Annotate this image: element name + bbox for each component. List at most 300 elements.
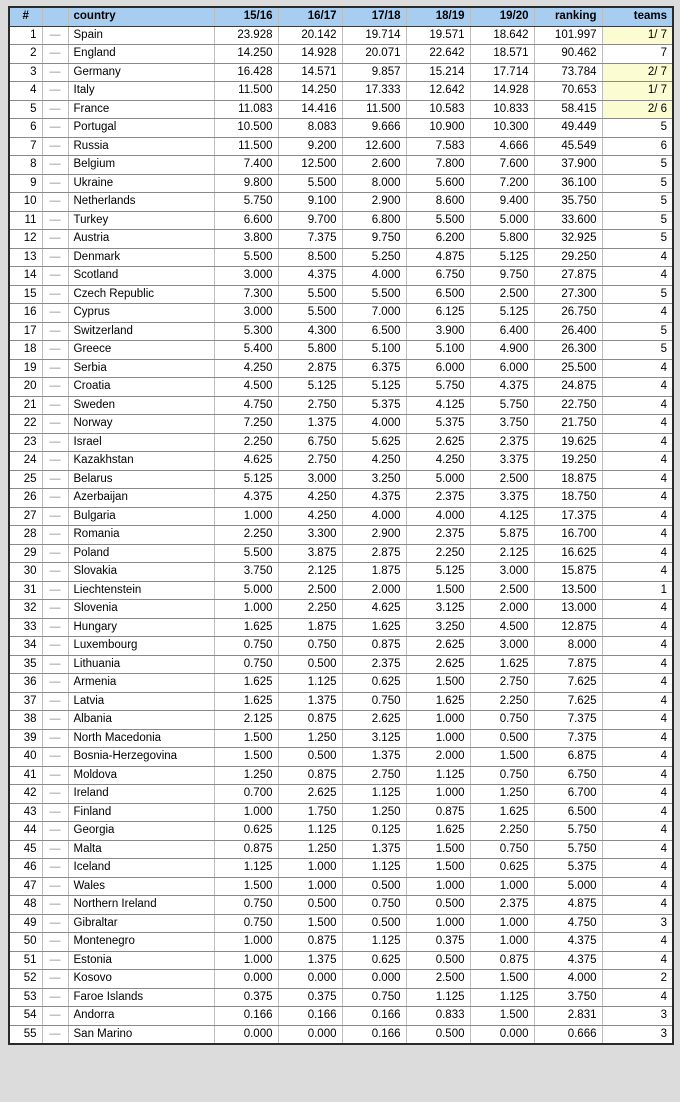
season-value-cell: 4.000 [406,507,470,526]
rank-cell: 24 [9,452,42,471]
season-value-cell: 6.400 [470,322,534,341]
flag-placeholder-dash: — [42,322,68,341]
rank-cell: 44 [9,822,42,841]
table-row [9,637,673,656]
season-value-cell: 10.500 [214,119,278,138]
ranking-cell: 13.500 [534,581,602,600]
teams-cell: 4 [602,600,673,619]
season-value-cell: 3.000 [214,304,278,323]
season-value-cell: 0.500 [342,914,406,933]
country-cell: Germany [68,63,214,82]
table-row [9,711,673,730]
season-value-cell: 5.750 [470,396,534,415]
season-value-cell: 1.125 [342,785,406,804]
season-value-cell: 5.125 [214,470,278,489]
season-value-cell: 0.750 [470,840,534,859]
season-value-cell: 5.875 [470,526,534,545]
season-value-cell: 7.000 [342,304,406,323]
country-cell: Greece [68,341,214,360]
season-value-cell: 4.125 [406,396,470,415]
season-value-cell: 1.500 [214,748,278,767]
season-value-cell: 0.750 [214,914,278,933]
rank-cell: 15 [9,285,42,304]
table-row [9,1007,673,1026]
season-18-19-header: 18/19 [406,7,470,26]
table-row [9,914,673,933]
teams-cell: 2/ 6 [602,100,673,119]
table-row [9,933,673,952]
season-value-cell: 4.625 [214,452,278,471]
ranking-cell: 6.500 [534,803,602,822]
season-value-cell: 9.750 [470,267,534,286]
table-row [9,211,673,230]
country-cell: Iceland [68,859,214,878]
flag-placeholder-dash: — [42,63,68,82]
season-value-cell: 5.500 [278,304,342,323]
season-value-cell: 17.333 [342,82,406,101]
rank-cell: 54 [9,1007,42,1026]
season-17-18-header: 17/18 [342,7,406,26]
season-value-cell: 8.500 [278,248,342,267]
table-row [9,230,673,249]
season-value-cell: 1.500 [406,674,470,693]
table-row [9,600,673,619]
season-value-cell: 0.000 [214,1025,278,1044]
season-value-cell: 0.375 [214,988,278,1007]
season-value-cell: 1.125 [278,674,342,693]
season-value-cell: 2.375 [342,655,406,674]
rank-cell: 7 [9,137,42,156]
ranking-cell: 12.875 [534,618,602,637]
season-value-cell: 1.000 [470,914,534,933]
season-value-cell: 4.500 [470,618,534,637]
season-value-cell: 1.000 [406,729,470,748]
rank-cell: 18 [9,341,42,360]
rank-cell: 48 [9,896,42,915]
season-value-cell: 1.625 [214,618,278,637]
ranking-cell: 8.000 [534,637,602,656]
flag-placeholder-dash: — [42,711,68,730]
flag-placeholder-dash: — [42,1025,68,1044]
table-row [9,489,673,508]
season-value-cell: 0.500 [278,655,342,674]
season-value-cell: 5.000 [470,211,534,230]
season-value-cell: 14.416 [278,100,342,119]
rank-cell: 50 [9,933,42,952]
teams-cell: 4 [602,748,673,767]
season-value-cell: 0.875 [214,840,278,859]
country-cell: Finland [68,803,214,822]
season-value-cell: 1.375 [278,415,342,434]
teams-cell: 4 [602,618,673,637]
season-value-cell: 0.000 [470,1025,534,1044]
season-value-cell: 2.000 [406,748,470,767]
rank-cell: 42 [9,785,42,804]
ranking-cell: 16.700 [534,526,602,545]
season-value-cell: 1.875 [342,563,406,582]
season-value-cell: 1.125 [406,988,470,1007]
flag-placeholder-dash: — [42,581,68,600]
ranking-cell: 19.250 [534,452,602,471]
country-cell: Hungary [68,618,214,637]
season-value-cell: 9.700 [278,211,342,230]
season-value-cell: 3.900 [406,322,470,341]
table-row [9,193,673,212]
season-value-cell: 1.125 [278,822,342,841]
ranking-cell: 45.549 [534,137,602,156]
table-row [9,766,673,785]
season-value-cell: 0.875 [470,951,534,970]
flag-placeholder-dash: — [42,970,68,989]
season-value-cell: 1.125 [214,859,278,878]
flag-placeholder-dash: — [42,304,68,323]
rank-cell: 26 [9,489,42,508]
teams-cell: 4 [602,859,673,878]
country-cell: Israel [68,433,214,452]
teams-cell: 4 [602,267,673,286]
season-value-cell: 3.000 [470,637,534,656]
season-value-cell: 7.600 [470,156,534,175]
season-value-cell: 5.100 [342,341,406,360]
season-19-20-header: 19/20 [470,7,534,26]
rank-cell: 14 [9,267,42,286]
flag-placeholder-dash: — [42,563,68,582]
season-value-cell: 0.000 [214,970,278,989]
flag-placeholder-dash: — [42,822,68,841]
season-value-cell: 5.500 [278,285,342,304]
flag-placeholder-dash: — [42,359,68,378]
season-value-cell: 2.900 [342,193,406,212]
season-value-cell: 3.000 [278,470,342,489]
season-value-cell: 3.375 [470,489,534,508]
rank-cell: 51 [9,951,42,970]
ranking-cell: 2.831 [534,1007,602,1026]
table-row [9,822,673,841]
season-value-cell: 2.375 [470,896,534,915]
teams-cell: 3 [602,1025,673,1044]
season-value-cell: 2.375 [470,433,534,452]
season-value-cell: 2.750 [278,396,342,415]
season-value-cell: 4.250 [214,359,278,378]
season-value-cell: 3.750 [214,563,278,582]
season-value-cell: 2.250 [214,433,278,452]
ranking-cell: 13.000 [534,600,602,619]
season-value-cell: 8.600 [406,193,470,212]
ranking-cell: 6.700 [534,785,602,804]
season-value-cell: 0.750 [470,766,534,785]
flag-placeholder-dash: — [42,692,68,711]
flag-placeholder-dash: — [42,193,68,212]
flag-header [42,7,68,26]
season-value-cell: 0.166 [214,1007,278,1026]
season-value-cell: 22.642 [406,45,470,64]
country-cell: Cyprus [68,304,214,323]
country-cell: Wales [68,877,214,896]
table-row [9,174,673,193]
season-value-cell: 4.625 [342,600,406,619]
season-value-cell: 12.642 [406,82,470,101]
rank-cell: 52 [9,970,42,989]
rank-header: # [9,7,42,26]
country-cell: North Macedonia [68,729,214,748]
season-value-cell: 1.625 [406,692,470,711]
country-cell: Faroe Islands [68,988,214,1007]
flag-placeholder-dash: — [42,174,68,193]
ranking-cell: 35.750 [534,193,602,212]
season-value-cell: 0.750 [342,692,406,711]
rank-cell: 30 [9,563,42,582]
season-value-cell: 15.214 [406,63,470,82]
season-value-cell: 1.000 [214,507,278,526]
country-cell: Italy [68,82,214,101]
flag-placeholder-dash: — [42,600,68,619]
ranking-cell: 49.449 [534,119,602,138]
season-value-cell: 1.125 [406,766,470,785]
country-cell: Croatia [68,378,214,397]
season-value-cell: 6.750 [406,267,470,286]
season-value-cell: 1.500 [406,859,470,878]
country-cell: Azerbaijan [68,489,214,508]
season-value-cell: 11.500 [214,82,278,101]
rank-cell: 6 [9,119,42,138]
country-cell: Scotland [68,267,214,286]
rank-cell: 41 [9,766,42,785]
season-value-cell: 1.125 [342,859,406,878]
season-value-cell: 6.375 [342,359,406,378]
country-cell: Russia [68,137,214,156]
flag-placeholder-dash: — [42,544,68,563]
rank-cell: 27 [9,507,42,526]
country-cell: Ukraine [68,174,214,193]
season-16-17-header: 16/17 [278,7,342,26]
teams-cell: 4 [602,655,673,674]
ranking-cell: 22.750 [534,396,602,415]
country-cell: France [68,100,214,119]
table-row [9,581,673,600]
season-value-cell: 1.625 [214,674,278,693]
season-value-cell: 2.250 [278,600,342,619]
season-value-cell: 6.200 [406,230,470,249]
rank-cell: 28 [9,526,42,545]
season-value-cell: 1.375 [278,951,342,970]
ranking-cell: 7.625 [534,692,602,711]
flag-placeholder-dash: — [42,507,68,526]
table-row [9,1025,673,1044]
season-value-cell: 5.125 [342,378,406,397]
season-value-cell: 2.000 [342,581,406,600]
season-value-cell: 1.625 [470,655,534,674]
teams-cell: 1/ 7 [602,26,673,45]
season-value-cell: 1.000 [406,914,470,933]
country-header: country [68,7,214,26]
season-value-cell: 4.666 [470,137,534,156]
table-row [9,433,673,452]
country-cell: Gibraltar [68,914,214,933]
season-value-cell: 1.000 [406,877,470,896]
season-value-cell: 5.100 [406,341,470,360]
ranking-cell: 73.784 [534,63,602,82]
season-value-cell: 0.625 [342,674,406,693]
teams-cell: 4 [602,507,673,526]
season-value-cell: 6.000 [470,359,534,378]
rank-cell: 34 [9,637,42,656]
season-value-cell: 1.875 [278,618,342,637]
ranking-cell: 21.750 [534,415,602,434]
ranking-cell: 5.750 [534,822,602,841]
season-value-cell: 2.375 [406,489,470,508]
season-value-cell: 0.000 [278,970,342,989]
season-value-cell: 0.500 [406,951,470,970]
rank-cell: 49 [9,914,42,933]
rank-cell: 9 [9,174,42,193]
flag-placeholder-dash: — [42,859,68,878]
table-row [9,988,673,1007]
season-value-cell: 1.000 [470,877,534,896]
ranking-cell: 101.997 [534,26,602,45]
country-cell: Netherlands [68,193,214,212]
season-value-cell: 1.000 [406,711,470,730]
teams-cell: 4 [602,803,673,822]
season-value-cell: 1.375 [342,840,406,859]
table-row [9,45,673,64]
flag-placeholder-dash: — [42,748,68,767]
table-row [9,100,673,119]
ranking-cell: 26.400 [534,322,602,341]
rank-cell: 21 [9,396,42,415]
season-value-cell: 1.000 [214,933,278,952]
teams-cell: 4 [602,489,673,508]
table-row [9,507,673,526]
rank-cell: 33 [9,618,42,637]
country-cell: Slovenia [68,600,214,619]
ranking-cell: 27.300 [534,285,602,304]
country-cell: San Marino [68,1025,214,1044]
ranking-cell: 37.900 [534,156,602,175]
season-value-cell: 14.928 [278,45,342,64]
rank-cell: 45 [9,840,42,859]
season-value-cell: 4.250 [278,507,342,526]
season-value-cell: 4.375 [470,378,534,397]
season-value-cell: 16.428 [214,63,278,82]
ranking-cell: 18.750 [534,489,602,508]
table-row [9,470,673,489]
season-value-cell: 10.900 [406,119,470,138]
season-value-cell: 7.250 [214,415,278,434]
season-value-cell: 4.900 [470,341,534,360]
ranking-cell: 7.625 [534,674,602,693]
season-value-cell: 23.928 [214,26,278,45]
season-value-cell: 5.500 [214,248,278,267]
season-value-cell: 3.125 [342,729,406,748]
season-value-cell: 2.125 [470,544,534,563]
season-value-cell: 1.125 [470,988,534,1007]
season-value-cell: 2.250 [470,692,534,711]
season-value-cell: 7.583 [406,137,470,156]
table-row [9,544,673,563]
teams-cell: 4 [602,692,673,711]
season-value-cell: 4.500 [214,378,278,397]
country-cell: Portugal [68,119,214,138]
season-value-cell: 1.375 [342,748,406,767]
season-value-cell: 5.800 [278,341,342,360]
season-value-cell: 1.625 [214,692,278,711]
season-value-cell: 2.875 [278,359,342,378]
flag-placeholder-dash: — [42,896,68,915]
season-value-cell: 18.642 [470,26,534,45]
season-value-cell: 14.250 [278,82,342,101]
rank-cell: 22 [9,415,42,434]
teams-cell: 4 [602,433,673,452]
teams-cell: 4 [602,248,673,267]
teams-cell: 4 [602,674,673,693]
flag-placeholder-dash: — [42,785,68,804]
rank-cell: 40 [9,748,42,767]
season-value-cell: 1.500 [278,914,342,933]
season-value-cell: 0.750 [214,896,278,915]
ranking-cell: 32.925 [534,230,602,249]
season-value-cell: 2.500 [278,581,342,600]
season-value-cell: 0.700 [214,785,278,804]
season-value-cell: 0.166 [342,1007,406,1026]
country-cell: Norway [68,415,214,434]
teams-cell: 3 [602,1007,673,1026]
season-value-cell: 1.000 [406,785,470,804]
rank-cell: 1 [9,26,42,45]
rank-cell: 13 [9,248,42,267]
season-value-cell: 3.250 [406,618,470,637]
rank-cell: 46 [9,859,42,878]
flag-placeholder-dash: — [42,211,68,230]
rank-cell: 31 [9,581,42,600]
season-value-cell: 5.375 [342,396,406,415]
table-row [9,26,673,45]
season-value-cell: 0.625 [214,822,278,841]
season-value-cell: 5.400 [214,341,278,360]
country-cell: Liechtenstein [68,581,214,600]
season-value-cell: 10.583 [406,100,470,119]
season-value-cell: 6.000 [406,359,470,378]
country-cell: Albania [68,711,214,730]
table-row [9,63,673,82]
rank-cell: 47 [9,877,42,896]
teams-cell: 4 [602,526,673,545]
flag-placeholder-dash: — [42,914,68,933]
table-row [9,119,673,138]
rank-cell: 55 [9,1025,42,1044]
season-value-cell: 4.125 [470,507,534,526]
flag-placeholder-dash: — [42,82,68,101]
season-value-cell: 4.375 [342,489,406,508]
flag-placeholder-dash: — [42,267,68,286]
country-cell: Turkey [68,211,214,230]
season-value-cell: 1.250 [342,803,406,822]
ranking-cell: 5.000 [534,877,602,896]
season-value-cell: 2.750 [278,452,342,471]
season-value-cell: 1.500 [214,877,278,896]
season-value-cell: 1.125 [342,933,406,952]
season-value-cell: 9.666 [342,119,406,138]
country-cell: Denmark [68,248,214,267]
rank-cell: 25 [9,470,42,489]
teams-cell: 4 [602,822,673,841]
season-value-cell: 4.250 [342,452,406,471]
season-value-cell: 9.800 [214,174,278,193]
country-cell: Latvia [68,692,214,711]
country-cell: Luxembourg [68,637,214,656]
season-value-cell: 0.500 [406,896,470,915]
flag-placeholder-dash: — [42,396,68,415]
season-value-cell: 2.375 [406,526,470,545]
